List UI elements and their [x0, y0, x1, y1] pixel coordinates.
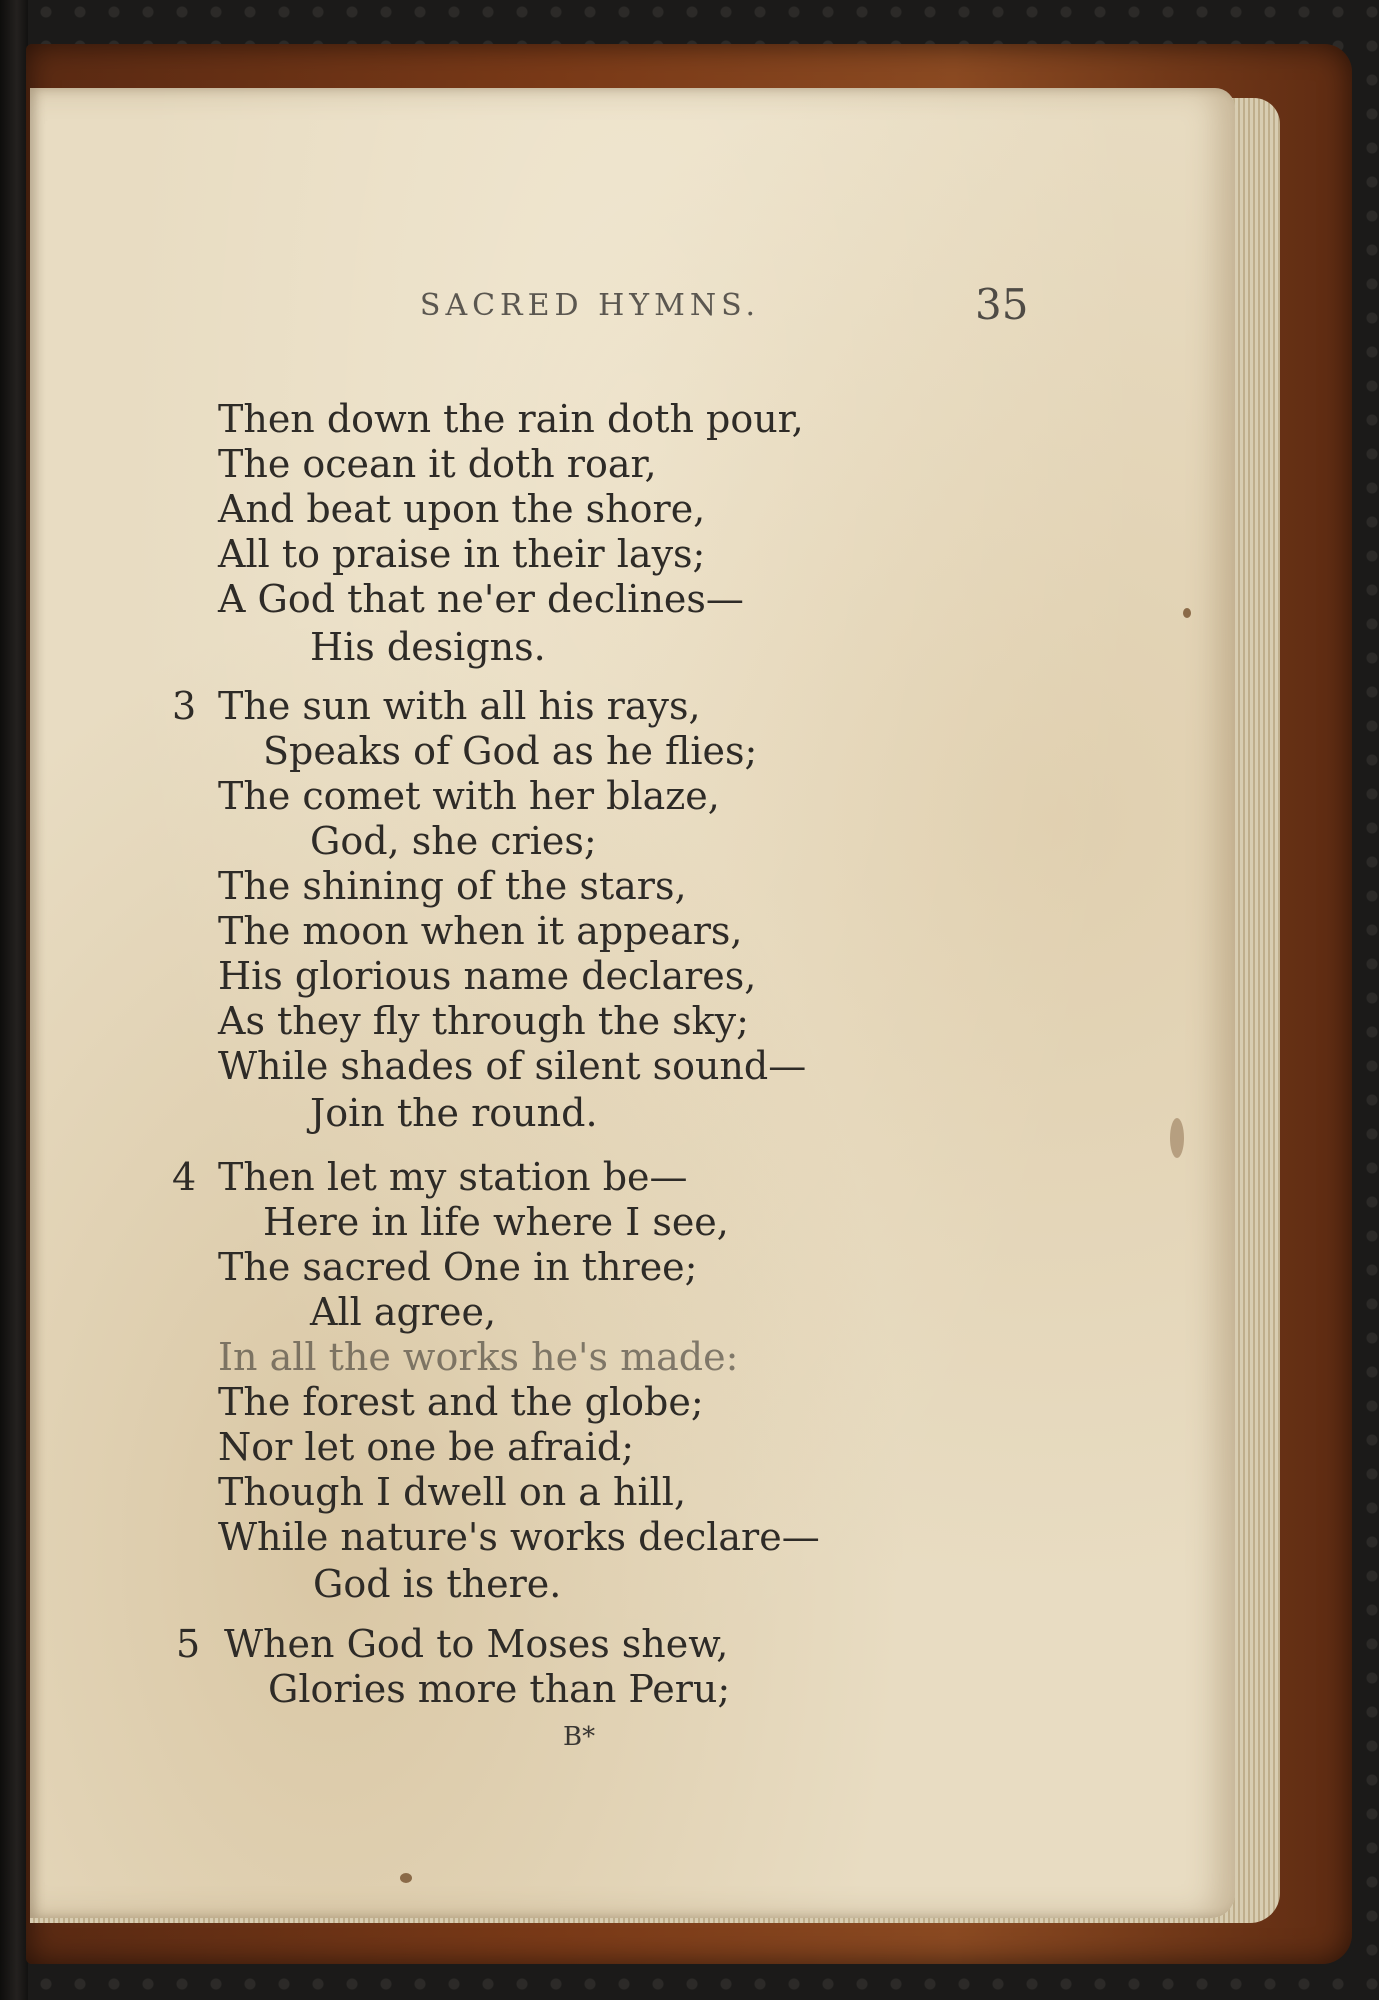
signature-mark: B*	[563, 1722, 596, 1752]
verse-line: A God that ne'er declines—	[218, 577, 744, 621]
verse-line: Join the round.	[310, 1091, 598, 1135]
verse-line: Then down the rain doth pour,	[218, 397, 804, 441]
verse-line: Glories more than Peru;	[268, 1667, 731, 1711]
verse-line: Nor let one be afraid;	[218, 1425, 634, 1469]
verse-line: His glorious name declares,	[218, 954, 757, 998]
verse-line: The sacred One in three;	[218, 1245, 698, 1289]
stain-speck	[1183, 608, 1191, 618]
verse-line: When God to Moses shew,	[224, 1622, 729, 1666]
verse-line: Here in life where I see,	[263, 1200, 729, 1244]
page-number: 35	[975, 280, 1029, 329]
verse-line: God, she cries;	[310, 819, 597, 863]
verse-line: All agree,	[310, 1290, 497, 1334]
verse-line: The sun with all his rays,	[218, 684, 701, 728]
left-spine	[0, 0, 28, 2000]
verse-number: 5	[176, 1622, 201, 1666]
running-header: SACRED HYMNS.	[419, 288, 761, 323]
verse-line: Then let my station be—	[218, 1155, 688, 1199]
verse-line: And beat upon the shore,	[218, 487, 706, 531]
verse-line: In all the works he's made:	[218, 1335, 739, 1379]
verse-line: While shades of silent sound—	[218, 1044, 807, 1088]
verse-line: All to praise in their lays;	[218, 532, 706, 576]
stain-speck	[400, 1873, 412, 1883]
verse-number: 4	[172, 1155, 197, 1199]
verse-line: God is there.	[313, 1562, 562, 1606]
verse-line: The shining of the stars,	[218, 864, 687, 908]
verse-line: The comet with her blaze,	[218, 774, 720, 818]
verse-line: Speaks of God as he flies;	[263, 729, 758, 773]
verse-number: 3	[172, 684, 197, 728]
verse-line: While nature's works declare—	[218, 1515, 820, 1559]
verse-line: As they fly through the sky;	[218, 999, 749, 1043]
verse-line: The moon when it appears,	[218, 909, 743, 953]
verse-line: The forest and the globe;	[218, 1380, 704, 1424]
stain-speck	[1170, 1118, 1184, 1158]
verse-line: The ocean it doth roar,	[218, 442, 657, 486]
verse-line: His designs.	[310, 625, 546, 669]
verse-line: Though I dwell on a hill,	[218, 1470, 687, 1514]
